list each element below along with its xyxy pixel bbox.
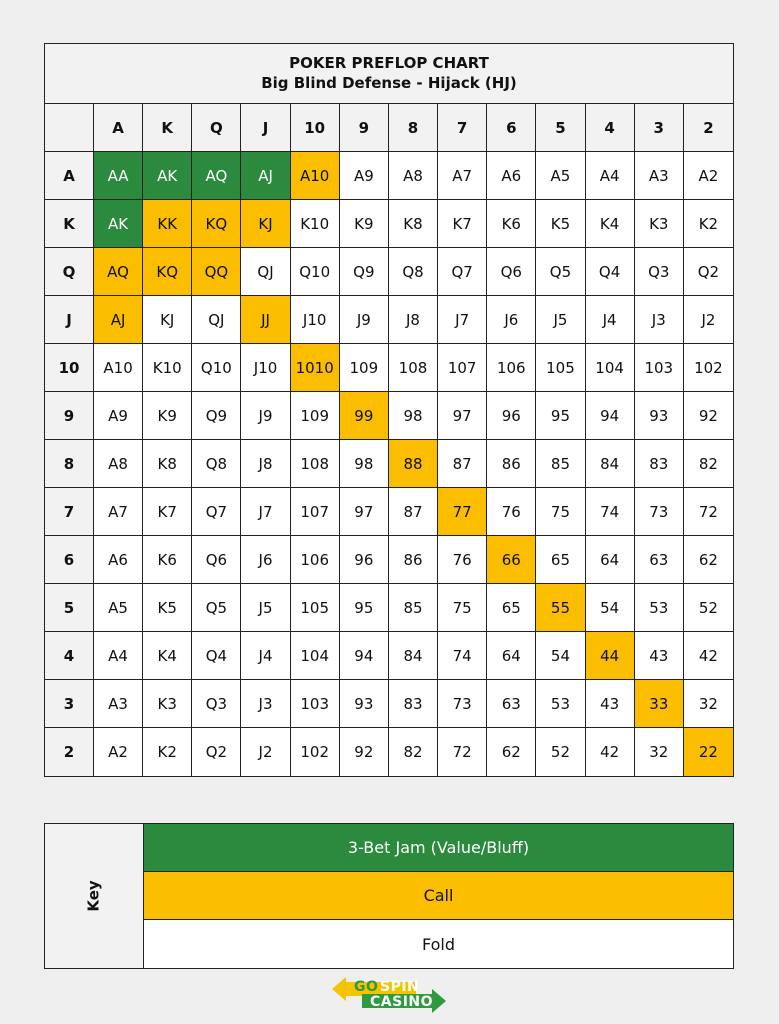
hand-cell: Q5 <box>192 584 241 632</box>
hand-cell: K4 <box>143 632 192 680</box>
hand-cell: 43 <box>586 680 635 728</box>
hand-cell: J9 <box>241 392 290 440</box>
hand-cell: 54 <box>586 584 635 632</box>
preflop-chart <box>44 43 734 777</box>
hand-cell: 55 <box>536 584 585 632</box>
column-header: 7 <box>438 104 487 152</box>
chart-subtitle: Big Blind Defense - Hijack (HJ) <box>261 74 517 92</box>
hand-cell: 86 <box>389 536 438 584</box>
hand-cell: Q10 <box>291 248 340 296</box>
hand-cell: 92 <box>340 728 389 776</box>
hand-cell: K5 <box>143 584 192 632</box>
hand-cell: 104 <box>291 632 340 680</box>
hand-cell: A10 <box>291 152 340 200</box>
hand-cell: A10 <box>94 344 143 392</box>
hand-cell: 87 <box>389 488 438 536</box>
hand-cell: 62 <box>487 728 536 776</box>
row-header: 7 <box>45 488 94 536</box>
hand-cell: 76 <box>487 488 536 536</box>
hand-cell: J10 <box>241 344 290 392</box>
hand-cell: A5 <box>94 584 143 632</box>
row-header: J <box>45 296 94 344</box>
row-header: 10 <box>45 344 94 392</box>
hand-cell: 109 <box>291 392 340 440</box>
hand-cell: Q2 <box>684 248 733 296</box>
hand-cell: 44 <box>586 632 635 680</box>
hand-cell: K9 <box>340 200 389 248</box>
hand-cell: 108 <box>389 344 438 392</box>
hand-cell: K10 <box>291 200 340 248</box>
hand-cell: 72 <box>438 728 487 776</box>
hand-cell: 74 <box>438 632 487 680</box>
chart-title-block <box>45 44 733 104</box>
hand-cell: 87 <box>438 440 487 488</box>
hand-cell: 52 <box>536 728 585 776</box>
hand-cell: A2 <box>94 728 143 776</box>
hand-cell: 96 <box>487 392 536 440</box>
logo-casino: CASINO <box>370 994 434 1010</box>
hand-cell: 42 <box>586 728 635 776</box>
hand-cell: A3 <box>94 680 143 728</box>
hand-cell: K6 <box>487 200 536 248</box>
hand-cell: JJ <box>241 296 290 344</box>
hand-cell: 107 <box>438 344 487 392</box>
hand-cell: A5 <box>536 152 585 200</box>
key-jam: 3-Bet Jam (Value/Bluff) <box>144 824 733 872</box>
hand-cell: 105 <box>291 584 340 632</box>
column-header: J <box>241 104 290 152</box>
hand-cell: 105 <box>536 344 585 392</box>
hand-cell: QJ <box>192 296 241 344</box>
hand-cell: 74 <box>586 488 635 536</box>
chart-title: POKER PREFLOP CHART <box>289 54 489 72</box>
hand-cell: J4 <box>586 296 635 344</box>
hand-cell: 63 <box>487 680 536 728</box>
row-header: 8 <box>45 440 94 488</box>
hand-cell: 98 <box>389 392 438 440</box>
column-header: Q <box>192 104 241 152</box>
hand-cell: QQ <box>192 248 241 296</box>
hand-cell: 75 <box>536 488 585 536</box>
hand-cell: 84 <box>586 440 635 488</box>
row-header: K <box>45 200 94 248</box>
logo-go: GO <box>354 979 379 995</box>
hand-cell: A7 <box>438 152 487 200</box>
row-header: 5 <box>45 584 94 632</box>
key-label: Key <box>85 880 103 912</box>
hand-cell: K3 <box>635 200 684 248</box>
hand-cell: Q4 <box>586 248 635 296</box>
column-header: 2 <box>684 104 733 152</box>
hand-cell: 52 <box>684 584 733 632</box>
hand-cell: Q3 <box>635 248 684 296</box>
hand-cell: 63 <box>635 536 684 584</box>
hand-cell: AA <box>94 152 143 200</box>
row-header: 3 <box>45 680 94 728</box>
key-label-column <box>45 824 144 968</box>
hand-cell: A6 <box>487 152 536 200</box>
column-header: 9 <box>340 104 389 152</box>
hand-cell: 103 <box>635 344 684 392</box>
hand-cell: Q7 <box>438 248 487 296</box>
hand-cell: 82 <box>684 440 733 488</box>
hand-cell: K7 <box>438 200 487 248</box>
column-header: 3 <box>635 104 684 152</box>
hand-cell: K2 <box>143 728 192 776</box>
hand-cell: K3 <box>143 680 192 728</box>
hand-cell: K5 <box>536 200 585 248</box>
hand-cell: 53 <box>635 584 684 632</box>
hand-cell: 73 <box>438 680 487 728</box>
hand-cell: 54 <box>536 632 585 680</box>
hand-cell: K8 <box>143 440 192 488</box>
hand-cell: 33 <box>635 680 684 728</box>
hand-cell: 64 <box>487 632 536 680</box>
hand-cell: 66 <box>487 536 536 584</box>
column-header: 8 <box>389 104 438 152</box>
hand-cell: 22 <box>684 728 733 776</box>
hand-cell: KK <box>143 200 192 248</box>
hand-cell: 85 <box>536 440 585 488</box>
hand-cell: 95 <box>340 584 389 632</box>
hand-cell: 82 <box>389 728 438 776</box>
hand-cell: Q4 <box>192 632 241 680</box>
hand-cell: J10 <box>291 296 340 344</box>
legend-key <box>44 823 734 969</box>
hand-cell: 96 <box>340 536 389 584</box>
hand-cell: 109 <box>340 344 389 392</box>
hand-cell: K6 <box>143 536 192 584</box>
hand-cell: 65 <box>487 584 536 632</box>
hand-cell: Q5 <box>536 248 585 296</box>
hand-cell: 65 <box>536 536 585 584</box>
hand-cell: 85 <box>389 584 438 632</box>
column-header: K <box>143 104 192 152</box>
hand-cell: A8 <box>389 152 438 200</box>
hand-cell: Q8 <box>389 248 438 296</box>
hand-cell: 62 <box>684 536 733 584</box>
hand-cell: Q10 <box>192 344 241 392</box>
hand-cell: 99 <box>340 392 389 440</box>
row-header: Q <box>45 248 94 296</box>
grid-corner <box>45 104 94 152</box>
hand-cell: AK <box>94 200 143 248</box>
hand-cell: K7 <box>143 488 192 536</box>
hand-cell: A4 <box>94 632 143 680</box>
hand-cell: J2 <box>241 728 290 776</box>
hand-cell: A7 <box>94 488 143 536</box>
hand-cell: J5 <box>241 584 290 632</box>
hand-cell: 42 <box>684 632 733 680</box>
hand-cell: 84 <box>389 632 438 680</box>
hand-cell: 83 <box>635 440 684 488</box>
row-header: A <box>45 152 94 200</box>
hand-cell: J6 <box>241 536 290 584</box>
row-header: 6 <box>45 536 94 584</box>
hand-cell: K10 <box>143 344 192 392</box>
hand-cell: QJ <box>241 248 290 296</box>
hand-cell: 98 <box>340 440 389 488</box>
hand-cell: 53 <box>536 680 585 728</box>
hand-cell: Q3 <box>192 680 241 728</box>
hand-cell: KQ <box>143 248 192 296</box>
hand-cell: J2 <box>684 296 733 344</box>
hand-cell: 94 <box>586 392 635 440</box>
hand-cell: 107 <box>291 488 340 536</box>
hand-cell: K9 <box>143 392 192 440</box>
hand-cell: 108 <box>291 440 340 488</box>
hand-cell: AK <box>143 152 192 200</box>
hand-cell: A8 <box>94 440 143 488</box>
hand-cell: KJ <box>143 296 192 344</box>
hand-cell: Q6 <box>487 248 536 296</box>
hand-cell: A2 <box>684 152 733 200</box>
logo-spin: SPIN <box>380 979 420 995</box>
row-header: 2 <box>45 728 94 776</box>
hand-cell: AJ <box>241 152 290 200</box>
hand-cell: Q2 <box>192 728 241 776</box>
hand-cell: KJ <box>241 200 290 248</box>
hand-cell: 95 <box>536 392 585 440</box>
hand-cell: J5 <box>536 296 585 344</box>
hand-cell: 102 <box>684 344 733 392</box>
column-header: 6 <box>487 104 536 152</box>
hand-cell: 76 <box>438 536 487 584</box>
hand-grid <box>45 104 733 776</box>
hand-cell: J8 <box>389 296 438 344</box>
hand-cell: 32 <box>635 728 684 776</box>
column-header: A <box>94 104 143 152</box>
column-header: 5 <box>536 104 585 152</box>
hand-cell: 103 <box>291 680 340 728</box>
hand-cell: 73 <box>635 488 684 536</box>
hand-cell: A9 <box>340 152 389 200</box>
hand-cell: J8 <box>241 440 290 488</box>
hand-cell: 72 <box>684 488 733 536</box>
hand-cell: A9 <box>94 392 143 440</box>
hand-cell: 106 <box>487 344 536 392</box>
hand-cell: J4 <box>241 632 290 680</box>
hand-cell: 88 <box>389 440 438 488</box>
hand-cell: Q9 <box>192 392 241 440</box>
hand-cell: 86 <box>487 440 536 488</box>
hand-cell: AJ <box>94 296 143 344</box>
hand-cell: 97 <box>340 488 389 536</box>
column-header: 10 <box>291 104 340 152</box>
hand-cell: 102 <box>291 728 340 776</box>
hand-cell: 104 <box>586 344 635 392</box>
row-header: 4 <box>45 632 94 680</box>
hand-cell: 1010 <box>291 344 340 392</box>
hand-cell: 92 <box>684 392 733 440</box>
key-call: Call <box>144 872 733 920</box>
hand-cell: J6 <box>487 296 536 344</box>
hand-cell: K4 <box>586 200 635 248</box>
hand-cell: 83 <box>389 680 438 728</box>
hand-cell: J9 <box>340 296 389 344</box>
hand-cell: 43 <box>635 632 684 680</box>
hand-cell: 32 <box>684 680 733 728</box>
key-fold: Fold <box>144 920 733 968</box>
hand-cell: A6 <box>94 536 143 584</box>
hand-cell: J3 <box>241 680 290 728</box>
hand-cell: Q8 <box>192 440 241 488</box>
hand-cell: J7 <box>241 488 290 536</box>
hand-cell: 75 <box>438 584 487 632</box>
hand-cell: AQ <box>192 152 241 200</box>
hand-cell: K2 <box>684 200 733 248</box>
hand-cell: Q7 <box>192 488 241 536</box>
hand-cell: 106 <box>291 536 340 584</box>
hand-cell: 93 <box>635 392 684 440</box>
hand-cell: A4 <box>586 152 635 200</box>
hand-cell: J3 <box>635 296 684 344</box>
hand-cell: Q9 <box>340 248 389 296</box>
hand-cell: KQ <box>192 200 241 248</box>
gospin-casino-logo <box>332 976 446 1014</box>
hand-cell: 93 <box>340 680 389 728</box>
hand-cell: 94 <box>340 632 389 680</box>
row-header: 9 <box>45 392 94 440</box>
hand-cell: 64 <box>586 536 635 584</box>
hand-cell: 77 <box>438 488 487 536</box>
hand-cell: A3 <box>635 152 684 200</box>
hand-cell: J7 <box>438 296 487 344</box>
hand-cell: Q6 <box>192 536 241 584</box>
column-header: 4 <box>586 104 635 152</box>
hand-cell: 97 <box>438 392 487 440</box>
hand-cell: K8 <box>389 200 438 248</box>
hand-cell: AQ <box>94 248 143 296</box>
